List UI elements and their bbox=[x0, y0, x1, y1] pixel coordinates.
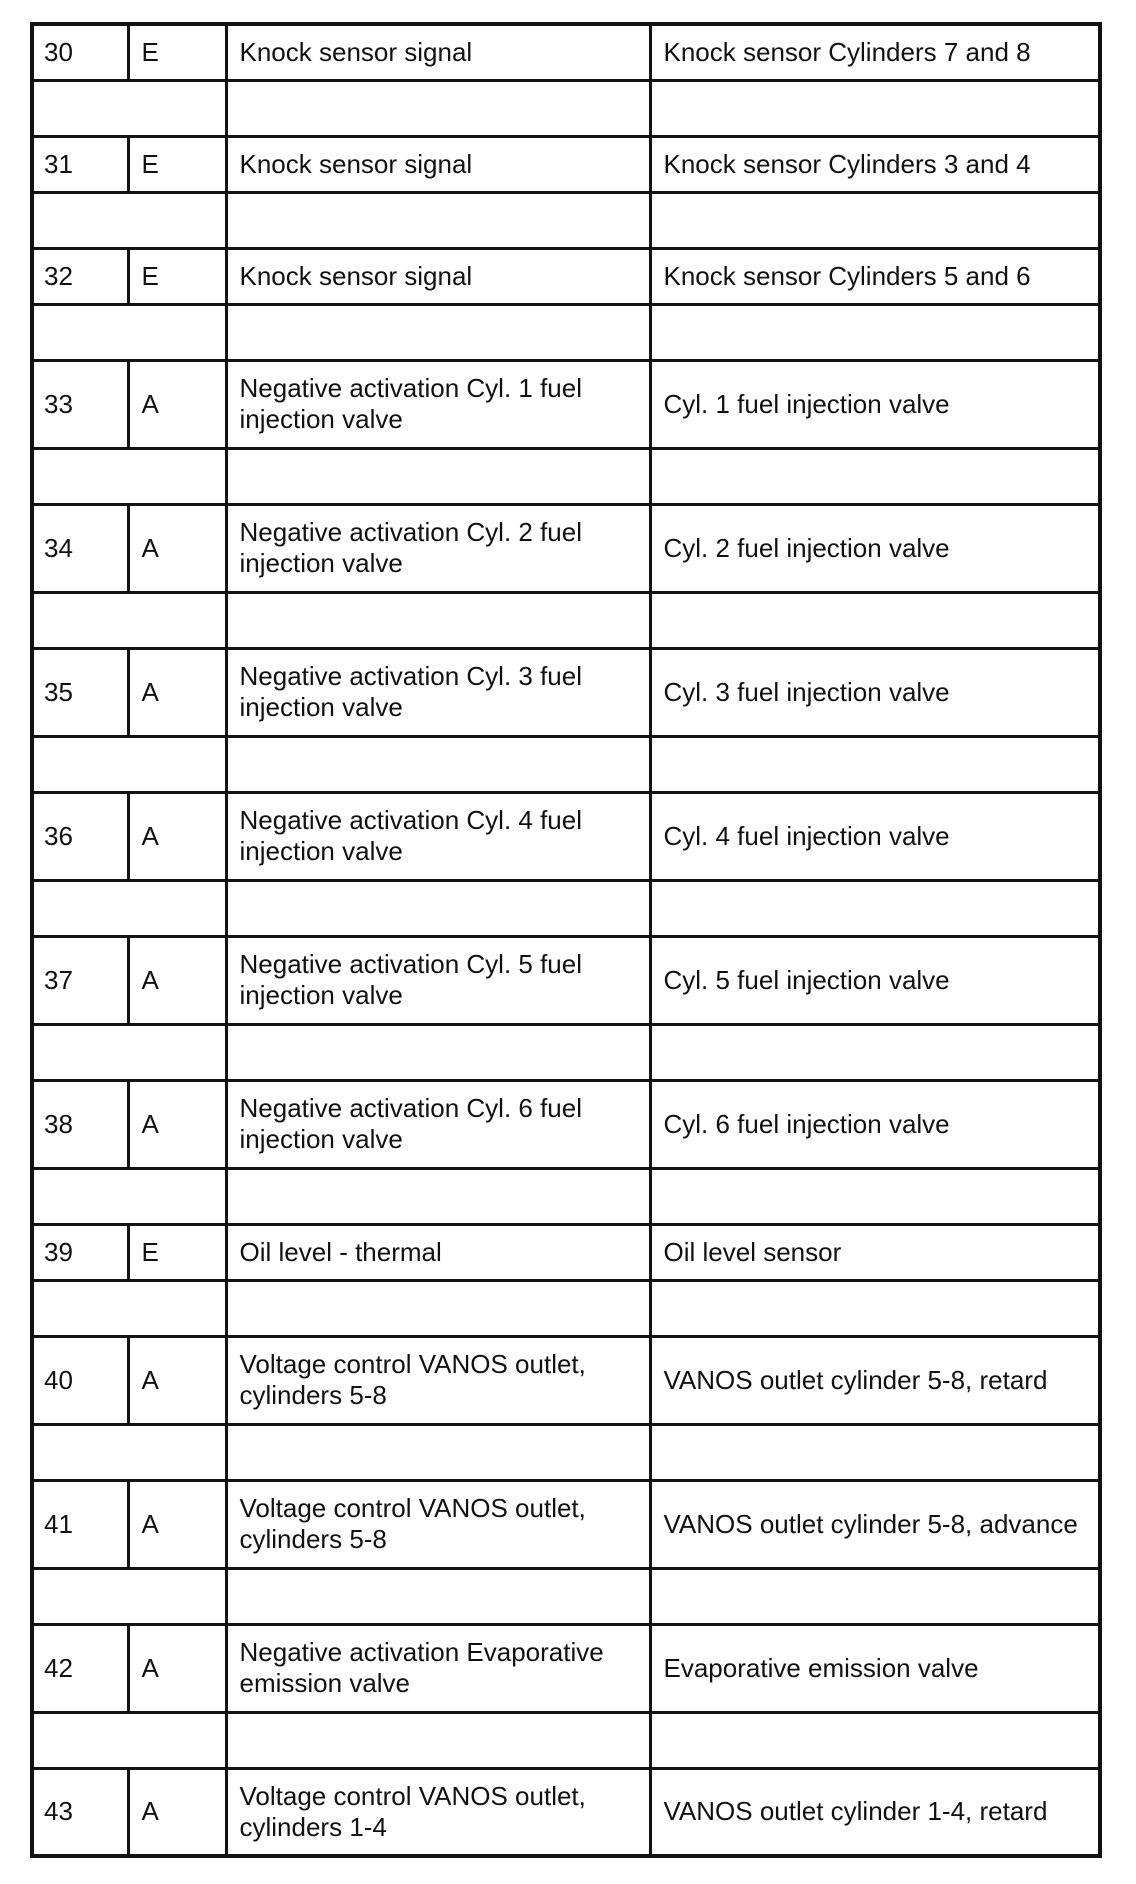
table-row bbox=[32, 1224, 1100, 1280]
empty-cell bbox=[226, 1280, 650, 1336]
pin-number: 41 bbox=[32, 1480, 128, 1568]
connected-component: Cyl. 5 fuel injection valve bbox=[650, 936, 1100, 1024]
table-row bbox=[32, 24, 1100, 80]
table-row bbox=[32, 360, 1100, 448]
empty-cell bbox=[650, 880, 1100, 936]
signal-function: Negative activation Cyl. 6 fuel injection valve bbox=[226, 1080, 650, 1168]
connected-component: Knock sensor Cylinders 5 and 6 bbox=[650, 248, 1100, 304]
signal-function: Negative activation Cyl. 1 fuel injection valve bbox=[226, 360, 650, 448]
pin-number: 32 bbox=[32, 248, 128, 304]
empty-cell bbox=[226, 736, 650, 792]
signal-type: A bbox=[128, 1768, 226, 1856]
spacer-row bbox=[32, 1168, 1100, 1224]
empty-cell bbox=[650, 448, 1100, 504]
connected-component: Cyl. 3 fuel injection valve bbox=[650, 648, 1100, 736]
empty-cell bbox=[32, 736, 226, 792]
signal-type: E bbox=[128, 1224, 226, 1280]
signal-function: Voltage control VANOS outlet, cylinders 5-8 bbox=[226, 1336, 650, 1424]
table-row bbox=[32, 1480, 1100, 1568]
pin-number: 38 bbox=[32, 1080, 128, 1168]
spacer-row bbox=[32, 1712, 1100, 1768]
empty-cell bbox=[650, 1424, 1100, 1480]
empty-cell bbox=[226, 192, 650, 248]
pin-number: 37 bbox=[32, 936, 128, 1024]
empty-cell bbox=[32, 1712, 226, 1768]
empty-cell bbox=[32, 1024, 226, 1080]
empty-cell bbox=[650, 1568, 1100, 1624]
signal-type: A bbox=[128, 504, 226, 592]
signal-function: Knock sensor signal bbox=[226, 136, 650, 192]
empty-cell bbox=[226, 880, 650, 936]
empty-cell bbox=[226, 1168, 650, 1224]
empty-cell bbox=[226, 1568, 650, 1624]
empty-cell bbox=[226, 1424, 650, 1480]
signal-type: A bbox=[128, 936, 226, 1024]
table-row bbox=[32, 648, 1100, 736]
empty-cell bbox=[650, 1712, 1100, 1768]
spacer-row bbox=[32, 1024, 1100, 1080]
signal-type: A bbox=[128, 1336, 226, 1424]
empty-cell bbox=[32, 880, 226, 936]
spacer-row bbox=[32, 736, 1100, 792]
signal-function: Knock sensor signal bbox=[226, 248, 650, 304]
connected-component: Knock sensor Cylinders 7 and 8 bbox=[650, 24, 1100, 80]
empty-cell bbox=[226, 80, 650, 136]
pin-number: 42 bbox=[32, 1624, 128, 1712]
pin-number: 34 bbox=[32, 504, 128, 592]
empty-cell bbox=[32, 1280, 226, 1336]
empty-cell bbox=[650, 1168, 1100, 1224]
signal-function: Negative activation Cyl. 3 fuel injection valve bbox=[226, 648, 650, 736]
empty-cell bbox=[650, 736, 1100, 792]
empty-cell bbox=[32, 1168, 226, 1224]
empty-cell bbox=[32, 80, 226, 136]
pin-number: 33 bbox=[32, 360, 128, 448]
empty-cell bbox=[226, 1024, 650, 1080]
pin-number: 35 bbox=[32, 648, 128, 736]
signal-function: Voltage control VANOS outlet, cylinders 1-4 bbox=[226, 1768, 650, 1856]
empty-cell bbox=[226, 1712, 650, 1768]
connected-component: Cyl. 4 fuel injection valve bbox=[650, 792, 1100, 880]
connected-component: Oil level sensor bbox=[650, 1224, 1100, 1280]
connected-component: VANOS outlet cylinder 5-8, retard bbox=[650, 1336, 1100, 1424]
pin-number: 31 bbox=[32, 136, 128, 192]
empty-cell bbox=[650, 1280, 1100, 1336]
empty-cell bbox=[32, 192, 226, 248]
empty-cell bbox=[650, 1024, 1100, 1080]
empty-cell bbox=[32, 1424, 226, 1480]
spacer-row bbox=[32, 1280, 1100, 1336]
signal-type: A bbox=[128, 360, 226, 448]
spacer-row bbox=[32, 448, 1100, 504]
connected-component: Cyl. 1 fuel injection valve bbox=[650, 360, 1100, 448]
pin-number: 30 bbox=[32, 24, 128, 80]
signal-type: A bbox=[128, 1624, 226, 1712]
spacer-row bbox=[32, 192, 1100, 248]
signal-type: E bbox=[128, 136, 226, 192]
table-row bbox=[32, 1624, 1100, 1712]
signal-type: A bbox=[128, 648, 226, 736]
table-row bbox=[32, 792, 1100, 880]
pin-number: 43 bbox=[32, 1768, 128, 1856]
signal-type: A bbox=[128, 1480, 226, 1568]
empty-cell bbox=[32, 592, 226, 648]
empty-cell bbox=[650, 192, 1100, 248]
signal-type: E bbox=[128, 248, 226, 304]
connected-component: Cyl. 6 fuel injection valve bbox=[650, 1080, 1100, 1168]
signal-function: Oil level - thermal bbox=[226, 1224, 650, 1280]
signal-function: Negative activation Cyl. 2 fuel injection valve bbox=[226, 504, 650, 592]
pin-number: 39 bbox=[32, 1224, 128, 1280]
table-row bbox=[32, 136, 1100, 192]
pin-assignment-table bbox=[30, 22, 1102, 1858]
empty-cell bbox=[32, 1568, 226, 1624]
table-row bbox=[32, 936, 1100, 1024]
signal-function: Knock sensor signal bbox=[226, 24, 650, 80]
empty-cell bbox=[650, 592, 1100, 648]
empty-cell bbox=[226, 448, 650, 504]
table-row bbox=[32, 504, 1100, 592]
empty-cell bbox=[650, 304, 1100, 360]
table-row bbox=[32, 248, 1100, 304]
pin-number: 40 bbox=[32, 1336, 128, 1424]
signal-type: A bbox=[128, 1080, 226, 1168]
connected-component: Cyl. 2 fuel injection valve bbox=[650, 504, 1100, 592]
empty-cell bbox=[32, 448, 226, 504]
connected-component: VANOS outlet cylinder 5-8, advance bbox=[650, 1480, 1100, 1568]
pin-number: 36 bbox=[32, 792, 128, 880]
signal-function: Voltage control VANOS outlet, cylinders 5-8 bbox=[226, 1480, 650, 1568]
signal-function: Negative activation Cyl. 4 fuel injection valve bbox=[226, 792, 650, 880]
empty-cell bbox=[32, 304, 226, 360]
spacer-row bbox=[32, 1568, 1100, 1624]
empty-cell bbox=[226, 304, 650, 360]
spacer-row bbox=[32, 592, 1100, 648]
signal-function: Negative activation Cyl. 5 fuel injection valve bbox=[226, 936, 650, 1024]
signal-function: Negative activation Evaporative emission valve bbox=[226, 1624, 650, 1712]
connected-component: Evaporative emission valve bbox=[650, 1624, 1100, 1712]
connected-component: Knock sensor Cylinders 3 and 4 bbox=[650, 136, 1100, 192]
spacer-row bbox=[32, 80, 1100, 136]
signal-type: E bbox=[128, 24, 226, 80]
table-row bbox=[32, 1336, 1100, 1424]
spacer-row bbox=[32, 304, 1100, 360]
signal-type: A bbox=[128, 792, 226, 880]
empty-cell bbox=[650, 80, 1100, 136]
connected-component: VANOS outlet cylinder 1-4, retard bbox=[650, 1768, 1100, 1856]
spacer-row bbox=[32, 880, 1100, 936]
table-row bbox=[32, 1768, 1100, 1856]
empty-cell bbox=[226, 592, 650, 648]
spacer-row bbox=[32, 1424, 1100, 1480]
table-row bbox=[32, 1080, 1100, 1168]
